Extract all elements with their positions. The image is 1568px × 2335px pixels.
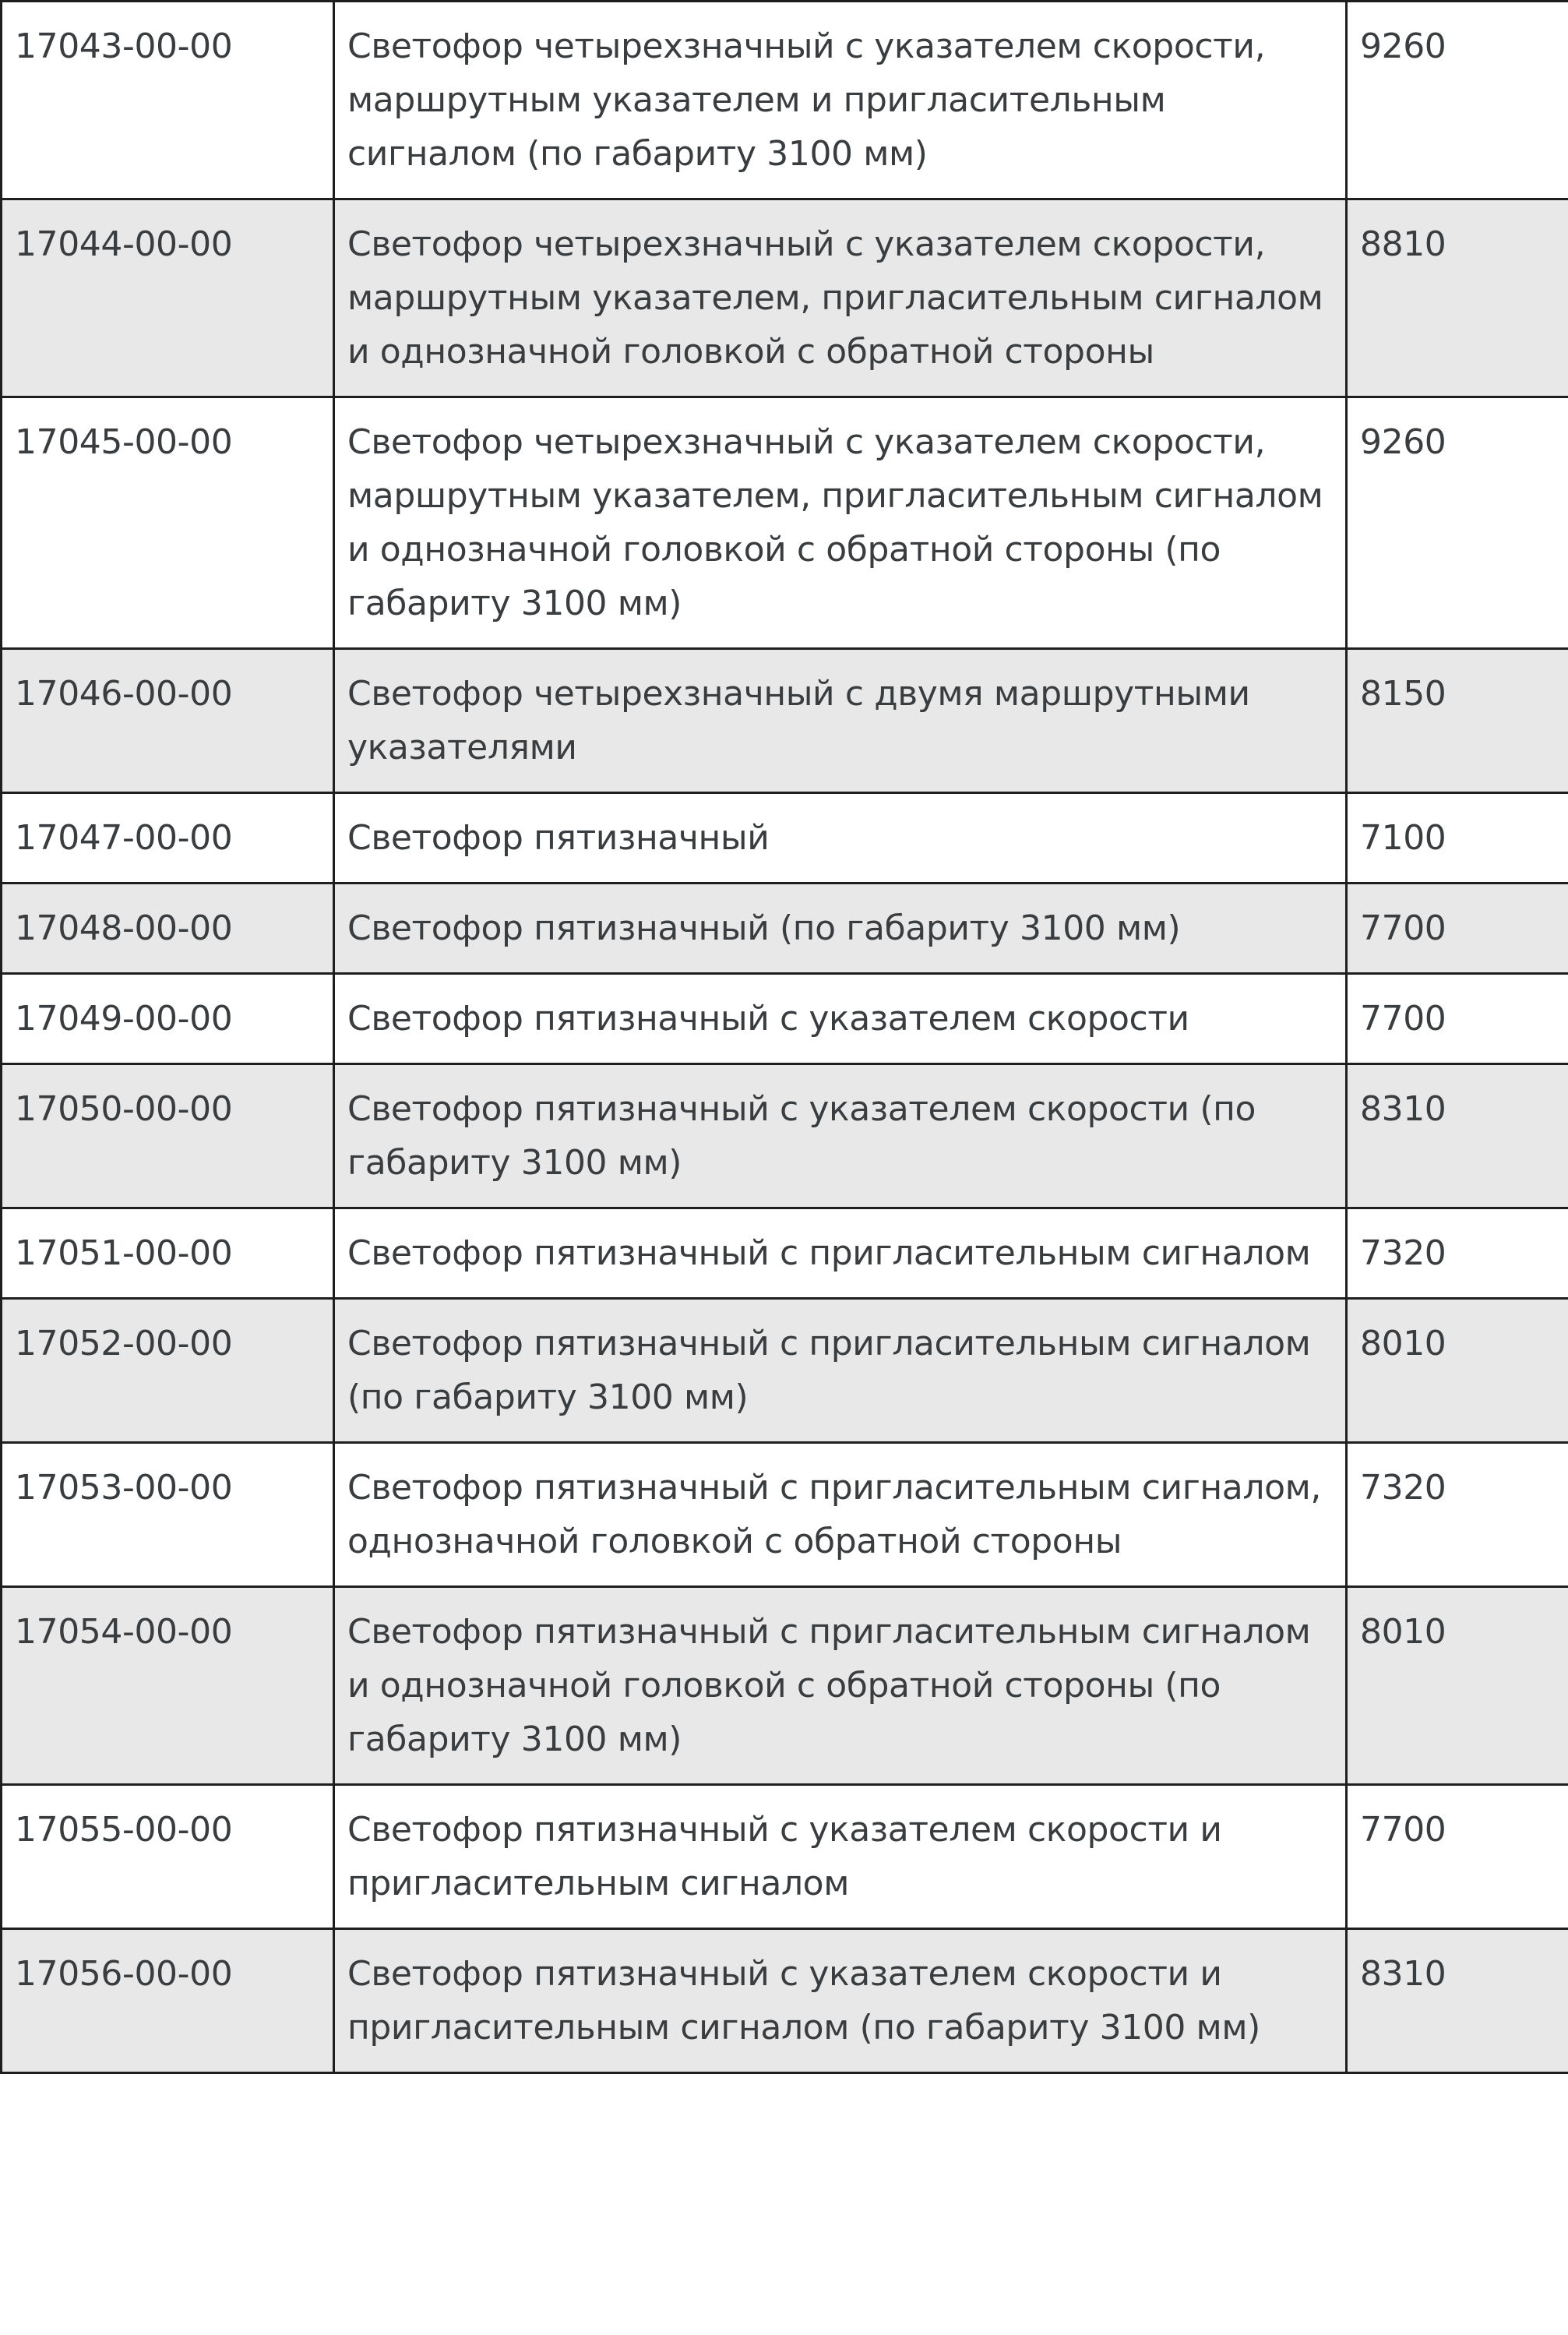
product-price-cell: 7100 bbox=[1347, 793, 1568, 884]
product-price-cell: 7700 bbox=[1347, 1785, 1568, 1929]
table-row bbox=[2, 397, 1568, 649]
table-row bbox=[2, 2, 1568, 199]
product-price-cell: 9260 bbox=[1347, 397, 1568, 649]
product-name-cell: Светофор пятизначный с пригласительным сигналом bbox=[334, 1208, 1347, 1299]
product-price-cell: 9260 bbox=[1347, 2, 1568, 199]
product-name-cell: Светофор четырехзначный с двумя маршрутными указателями bbox=[334, 649, 1347, 793]
product-name-cell: Светофор пятизначный с указателем скорости и пригласительным сигналом bbox=[334, 1785, 1347, 1929]
table-row bbox=[2, 1299, 1568, 1443]
product-code-cell: 17055-00-00 bbox=[2, 1785, 334, 1929]
table-row bbox=[2, 884, 1568, 974]
product-price-cell: 8150 bbox=[1347, 649, 1568, 793]
product-code-cell: 17044-00-00 bbox=[2, 199, 334, 397]
product-name-cell: Светофор пятизначный с пригласительным сигналом, однозначной головкой с обратной стороны bbox=[334, 1443, 1347, 1587]
product-code-cell: 17048-00-00 bbox=[2, 884, 334, 974]
product-price-cell: 7320 bbox=[1347, 1208, 1568, 1299]
product-name-cell: Светофор четырехзначный с указателем скорости, маршрутным указателем, пригласительным сигналом и однозначной головкой с обратной стороны bbox=[334, 199, 1347, 397]
table-row bbox=[2, 1929, 1568, 2073]
table-row bbox=[2, 1064, 1568, 1208]
product-name-cell: Светофор пятизначный с указателем скорости bbox=[334, 974, 1347, 1064]
table-row bbox=[2, 793, 1568, 884]
product-price-cell: 7320 bbox=[1347, 1443, 1568, 1587]
product-code-cell: 17047-00-00 bbox=[2, 793, 334, 884]
product-price-cell: 8010 bbox=[1347, 1299, 1568, 1443]
product-code-cell: 17054-00-00 bbox=[2, 1587, 334, 1785]
product-price-cell: 8810 bbox=[1347, 199, 1568, 397]
table-row bbox=[2, 1208, 1568, 1299]
product-name-cell: Светофор пятизначный bbox=[334, 793, 1347, 884]
price-table-body bbox=[2, 2, 1568, 2073]
product-price-cell: 8010 bbox=[1347, 1587, 1568, 1785]
product-code-cell: 17045-00-00 bbox=[2, 397, 334, 649]
table-row bbox=[2, 974, 1568, 1064]
table-row bbox=[2, 1587, 1568, 1785]
product-code-cell: 17049-00-00 bbox=[2, 974, 334, 1064]
table-row bbox=[2, 1785, 1568, 1929]
table-row bbox=[2, 199, 1568, 397]
product-name-cell: Светофор четырехзначный с указателем скорости, маршрутным указателем, пригласительным сигналом и однозначной головкой с обратной стороны (по габариту 3100 мм) bbox=[334, 397, 1347, 649]
table-row bbox=[2, 1443, 1568, 1587]
product-code-cell: 17052-00-00 bbox=[2, 1299, 334, 1443]
product-name-cell: Светофор пятизначный с указателем скорости (по габариту 3100 мм) bbox=[334, 1064, 1347, 1208]
product-price-cell: 8310 bbox=[1347, 1929, 1568, 2073]
product-name-cell: Светофор пятизначный с указателем скорости и пригласительным сигналом (по габариту 3100 мм) bbox=[334, 1929, 1347, 2073]
product-price-cell: 7700 bbox=[1347, 884, 1568, 974]
table-row bbox=[2, 649, 1568, 793]
product-price-cell: 8310 bbox=[1347, 1064, 1568, 1208]
product-code-cell: 17043-00-00 bbox=[2, 2, 334, 199]
product-name-cell: Светофор пятизначный с пригласительным сигналом и однозначной головкой с обратной стороны (по габариту 3100 мм) bbox=[334, 1587, 1347, 1785]
product-name-cell: Светофор четырехзначный с указателем скорости, маршрутным указателем и пригласительным сигналом (по габариту 3100 мм) bbox=[334, 2, 1347, 199]
product-code-cell: 17056-00-00 bbox=[2, 1929, 334, 2073]
product-code-cell: 17051-00-00 bbox=[2, 1208, 334, 1299]
product-name-cell: Светофор пятизначный (по габариту 3100 мм) bbox=[334, 884, 1347, 974]
product-code-cell: 17053-00-00 bbox=[2, 1443, 334, 1587]
product-price-cell: 7700 bbox=[1347, 974, 1568, 1064]
product-name-cell: Светофор пятизначный с пригласительным сигналом (по габариту 3100 мм) bbox=[334, 1299, 1347, 1443]
product-code-cell: 17046-00-00 bbox=[2, 649, 334, 793]
product-code-cell: 17050-00-00 bbox=[2, 1064, 334, 1208]
